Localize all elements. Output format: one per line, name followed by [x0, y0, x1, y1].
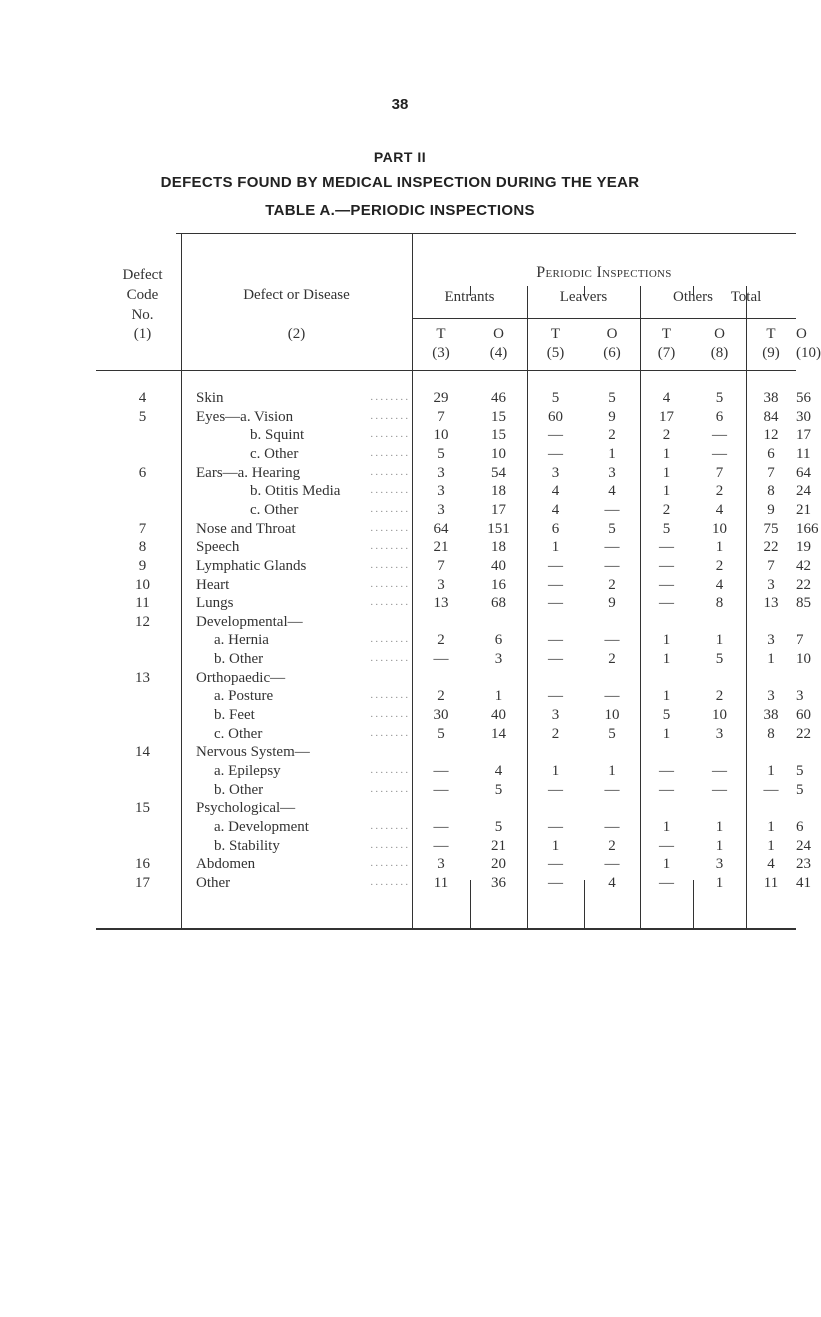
- value-col-9: 38: [763, 707, 779, 724]
- leader-dots: . . . . . . . .: [370, 820, 408, 832]
- defect-label: b. Squint: [250, 427, 305, 444]
- value-col-7: 5: [662, 520, 671, 537]
- value-col-6: 10: [604, 707, 620, 724]
- table-top-rule: [176, 233, 796, 234]
- value-col-3: —: [433, 763, 449, 779]
- leader-dots: . . . . . . . .: [370, 858, 408, 870]
- value-col-9: 11: [763, 874, 779, 891]
- value-col-6: 9: [608, 408, 616, 425]
- value-col-5: 4: [551, 483, 560, 500]
- value-col-4: 46: [491, 390, 506, 406]
- header-group-entrants: Entrants: [444, 289, 495, 305]
- value-col-5: 5: [551, 390, 560, 406]
- defect-code: 9: [138, 557, 147, 574]
- value-col-4: 20: [491, 856, 506, 873]
- value-col-7: —: [659, 763, 674, 779]
- page-number: 38: [391, 96, 409, 113]
- value-col-6: 2: [608, 837, 616, 854]
- value-col-5: —: [548, 781, 563, 798]
- value-col-3: —: [433, 651, 449, 668]
- value-col-3: 2: [437, 632, 445, 649]
- value-col-10: 5: [796, 763, 804, 779]
- value-col-10: 22: [796, 576, 811, 593]
- value-col-10: 7: [796, 632, 804, 649]
- value-col-9: 13: [763, 595, 779, 612]
- leader-dots: . . . . . . . .: [370, 634, 408, 646]
- value-col-6: —: [604, 856, 620, 873]
- value-col-4: 68: [491, 595, 506, 612]
- part-heading: PART II: [373, 149, 427, 165]
- value-col-8: 5: [715, 390, 724, 406]
- leader-dots: . . . . . . . .: [370, 559, 408, 571]
- value-col-5: 4: [551, 501, 560, 518]
- value-col-8: —: [712, 445, 727, 462]
- value-col-8: 3: [715, 725, 724, 742]
- leader-dots: . . . . . . . .: [370, 727, 408, 739]
- header-col2: (2): [287, 326, 306, 342]
- header-num-10: (10): [796, 345, 821, 361]
- document-title: DEFECTS FOUND BY MEDICAL INSPECTION DURING THE YEAR: [160, 174, 640, 191]
- value-col-6: —: [604, 632, 620, 649]
- leader-dots: . . . . . . . .: [370, 541, 408, 553]
- header-num-6: (6): [603, 345, 621, 361]
- defect-label: a. Epilepsy: [214, 763, 281, 779]
- value-col-8: 2: [715, 557, 724, 574]
- defect-label: Ears—a. Hearing: [196, 464, 301, 481]
- leader-dots: . . . . . . . .: [370, 392, 408, 403]
- value-col-10: 41: [796, 874, 811, 891]
- value-col-8: 10: [712, 520, 727, 537]
- value-col-9: 3: [767, 632, 775, 649]
- value-col-6: —: [604, 818, 620, 835]
- header-group-others: Others: [673, 289, 713, 305]
- header-num-7: (7): [657, 345, 676, 361]
- value-col-7: 1: [662, 725, 671, 742]
- value-col-8: 1: [715, 818, 724, 835]
- defect-code: 5: [138, 408, 147, 425]
- defect-label: Abdomen: [196, 856, 256, 873]
- value-col-4: 1: [494, 688, 503, 705]
- value-col-6: 9: [608, 595, 616, 612]
- header-sub-9: T: [766, 326, 776, 342]
- leader-dots: . . . . . . . .: [370, 765, 408, 776]
- value-col-6: —: [604, 688, 620, 705]
- defect-label: a. Hernia: [214, 632, 269, 649]
- value-col-9: —: [763, 781, 779, 798]
- value-col-3: 3: [437, 576, 445, 593]
- value-col-4: 40: [491, 557, 506, 574]
- table-bottom-rule: [96, 928, 796, 930]
- value-col-5: —: [548, 856, 563, 873]
- value-col-10: 22: [796, 725, 811, 742]
- value-col-4: 10: [491, 445, 506, 462]
- defect-label: Orthopaedic—: [196, 669, 286, 686]
- leader-dots: . . . . . . . .: [370, 653, 408, 665]
- defect-label: Other: [196, 874, 231, 891]
- group-header-rule: [412, 318, 796, 319]
- value-col-9: 9: [767, 501, 775, 518]
- value-col-5: —: [548, 874, 563, 891]
- value-col-9: 1: [767, 763, 775, 779]
- value-col-8: 7: [715, 464, 724, 481]
- value-col-10: 21: [796, 501, 811, 518]
- value-col-8: —: [712, 781, 727, 798]
- value-col-4: 14: [491, 725, 506, 742]
- defect-label: Skin: [196, 390, 224, 406]
- value-col-6: 1: [608, 763, 616, 779]
- value-col-10: 5: [796, 781, 804, 798]
- value-col-3: —: [433, 781, 449, 798]
- leader-dots: . . . . . . . .: [370, 839, 408, 851]
- value-col-8: 1: [715, 837, 724, 854]
- value-col-9: 1: [767, 818, 775, 835]
- value-col-3: 7: [437, 408, 445, 425]
- defect-label: Psychological—: [196, 800, 296, 817]
- value-col-9: 12: [763, 427, 779, 444]
- header-sub-10: O: [796, 326, 807, 342]
- value-col-8: 3: [715, 856, 724, 873]
- header-sub-5: T: [550, 326, 561, 342]
- value-col-8: 1: [715, 632, 724, 649]
- value-col-9: 22: [763, 539, 779, 556]
- value-col-7: —: [659, 576, 674, 593]
- leader-dots: . . . . . . . .: [370, 709, 408, 721]
- table-title: TABLE A.—PERIODIC INSPECTIONS: [265, 202, 535, 219]
- value-col-5: —: [548, 557, 563, 574]
- value-col-4: 15: [491, 408, 506, 425]
- value-col-8: 5: [715, 651, 724, 668]
- value-col-10: 19: [796, 539, 811, 556]
- value-col-4: 40: [491, 707, 506, 724]
- value-col-8: 2: [715, 483, 724, 500]
- value-col-9: 84: [763, 408, 779, 425]
- value-col-6: 2: [608, 651, 616, 668]
- value-col-3: 5: [437, 445, 445, 462]
- defect-code: 12: [135, 613, 150, 630]
- value-col-5: 6: [551, 520, 560, 537]
- value-col-8: 2: [715, 688, 724, 705]
- value-col-7: 1: [662, 483, 671, 500]
- value-col-5: 2: [551, 725, 560, 742]
- leader-dots: . . . . . . . .: [370, 466, 408, 478]
- value-col-7: 4: [662, 390, 671, 406]
- value-col-6: 2: [608, 427, 616, 444]
- leader-dots: . . . . . . . .: [370, 410, 408, 422]
- value-col-10: 42: [796, 557, 811, 574]
- value-col-4: 54: [491, 464, 506, 481]
- header-rule: [96, 370, 796, 371]
- value-col-8: 6: [715, 408, 724, 425]
- value-col-6: —: [604, 781, 620, 798]
- value-col-8: 1: [715, 539, 724, 556]
- value-col-3: 29: [433, 390, 449, 406]
- value-col-7: —: [659, 837, 674, 854]
- value-col-8: 4: [715, 576, 724, 593]
- defect-label: a. Development: [214, 818, 309, 835]
- value-col-10: 56: [796, 390, 811, 406]
- value-col-10: 60: [796, 707, 811, 724]
- header-num-4: (4): [489, 345, 508, 361]
- value-col-9: 6: [767, 445, 775, 462]
- value-col-7: —: [659, 539, 674, 556]
- value-col-7: 2: [662, 427, 671, 444]
- value-col-8: 1: [715, 874, 724, 891]
- value-col-3: 21: [433, 539, 449, 556]
- defect-code: 4: [138, 390, 147, 406]
- leader-dots: . . . . . . . .: [370, 876, 408, 888]
- value-col-4: 4: [494, 763, 503, 779]
- leader-dots: . . . . . . . .: [370, 485, 408, 497]
- leader-dots: . . . . . . . .: [370, 783, 408, 795]
- header-sub-3: T: [436, 326, 446, 342]
- header-sub-4: O: [493, 326, 504, 342]
- value-col-3: 3: [437, 483, 445, 500]
- header-code: Code: [126, 287, 159, 303]
- value-col-8: 10: [712, 707, 727, 724]
- value-col-8: 4: [715, 501, 724, 518]
- defect-label: b. Feet: [214, 707, 255, 724]
- defect-label: c. Other: [250, 445, 299, 462]
- value-col-5: —: [548, 595, 563, 612]
- header-group-leavers: Leavers: [559, 289, 608, 305]
- header-defect-disease: Defect or Disease: [243, 287, 350, 303]
- header-group-total: Total: [730, 289, 762, 305]
- value-col-10: 64: [796, 464, 811, 481]
- value-col-7: 1: [662, 856, 671, 873]
- value-col-4: 15: [491, 427, 506, 444]
- leader-dots: . . . . . . . .: [370, 503, 408, 515]
- value-col-9: 3: [767, 576, 775, 593]
- value-col-9: 7: [767, 464, 775, 481]
- value-col-3: 13: [433, 595, 449, 612]
- value-col-7: —: [659, 595, 674, 612]
- value-col-3: 3: [437, 464, 445, 481]
- value-col-6: 5: [608, 725, 616, 742]
- value-col-7: —: [659, 874, 674, 891]
- value-col-5: 1: [551, 539, 560, 556]
- defect-label: b. Other: [214, 651, 264, 668]
- value-col-9: 38: [763, 390, 779, 406]
- header-num-9: (9): [762, 345, 780, 361]
- defect-code: 15: [135, 800, 150, 817]
- value-col-8: —: [712, 763, 727, 779]
- defect-label: Lungs: [196, 595, 234, 612]
- value-col-4: 18: [491, 539, 506, 556]
- value-col-7: —: [659, 781, 674, 798]
- leader-dots: . . . . . . . .: [370, 690, 408, 702]
- value-col-3: 64: [433, 520, 449, 537]
- defect-label: c. Other: [214, 725, 263, 742]
- header-periodic: Periodic Inspections: [536, 264, 672, 281]
- value-col-4: 16: [491, 576, 506, 593]
- value-col-9: 7: [767, 557, 775, 574]
- defect-code: 11: [135, 595, 150, 612]
- defect-code: 6: [138, 464, 147, 481]
- value-col-7: 1: [662, 464, 671, 481]
- header-sub-8: O: [714, 326, 725, 342]
- value-col-6: 4: [608, 483, 616, 500]
- value-col-6: —: [604, 557, 620, 574]
- leader-dots: . . . . . . . .: [370, 578, 408, 590]
- defect-label: Developmental—: [196, 613, 303, 630]
- value-col-9: 4: [767, 856, 775, 873]
- header-num-5: (5): [546, 345, 565, 361]
- leader-dots: . . . . . . . .: [370, 447, 408, 459]
- value-col-4: 18: [491, 483, 506, 500]
- defect-label: b. Other: [214, 781, 264, 798]
- value-col-10: 23: [796, 856, 811, 873]
- defect-label: Speech: [196, 539, 240, 556]
- value-col-3: —: [433, 837, 449, 854]
- value-col-6: 5: [608, 390, 616, 406]
- value-col-5: 1: [551, 763, 560, 779]
- value-col-5: —: [548, 427, 563, 444]
- value-col-3: —: [433, 818, 449, 835]
- value-col-3: 3: [437, 856, 445, 873]
- defect-label: Nose and Throat: [196, 520, 296, 537]
- defect-label: Eyes—a. Vision: [196, 408, 294, 425]
- value-col-9: 1: [767, 837, 775, 854]
- header-col1: (1): [133, 326, 152, 342]
- value-col-3: 30: [433, 707, 449, 724]
- value-col-3: 2: [437, 688, 445, 705]
- header-sub-7: T: [661, 326, 672, 342]
- leader-dots: . . . . . . . .: [370, 522, 408, 534]
- value-col-5: 1: [551, 837, 560, 854]
- value-col-4: 3: [494, 651, 503, 668]
- value-col-6: 2: [608, 576, 616, 593]
- value-col-4: 151: [487, 520, 510, 537]
- value-col-5: —: [548, 576, 563, 593]
- value-col-6: 1: [608, 445, 616, 462]
- value-col-5: —: [548, 688, 563, 705]
- value-col-8: 8: [715, 595, 724, 612]
- value-col-10: 11: [796, 445, 811, 462]
- value-col-3: 11: [433, 874, 449, 891]
- value-col-10: 6: [796, 818, 804, 835]
- defect-label: Lymphatic Glands: [196, 557, 307, 574]
- value-col-9: 1: [767, 651, 775, 668]
- header-sub-6: O: [606, 326, 618, 342]
- value-col-6: 4: [608, 874, 616, 891]
- value-col-5: —: [548, 445, 563, 462]
- value-col-9: 3: [767, 688, 775, 705]
- leader-dots: . . . . . . . .: [370, 597, 408, 609]
- value-col-6: —: [604, 501, 620, 518]
- value-col-7: —: [659, 557, 674, 574]
- defect-code: 10: [135, 576, 150, 593]
- value-col-4: 21: [491, 837, 506, 854]
- defect-label: Nervous System—: [196, 744, 310, 761]
- value-col-9: 8: [767, 483, 775, 500]
- value-col-10: 85: [796, 595, 811, 612]
- value-col-10: 3: [796, 688, 804, 705]
- value-col-7: 2: [662, 501, 671, 518]
- value-col-10: 17: [796, 427, 811, 444]
- defect-code: 14: [135, 744, 150, 761]
- value-col-10: 30: [796, 408, 811, 425]
- value-col-10: 166: [796, 520, 819, 537]
- value-col-6: 5: [608, 520, 616, 537]
- value-col-5: —: [548, 632, 563, 649]
- value-col-4: 17: [491, 501, 506, 518]
- value-col-5: 60: [548, 408, 563, 425]
- value-col-9: 75: [763, 520, 779, 537]
- value-col-7: 1: [662, 651, 671, 668]
- value-col-5: 3: [551, 464, 560, 481]
- value-col-4: 5: [494, 818, 503, 835]
- defect-code: 16: [135, 856, 150, 873]
- defect-label: a. Posture: [214, 688, 274, 705]
- value-col-9: 8: [767, 725, 775, 742]
- header-num-3: (3): [432, 345, 450, 361]
- defect-label: b. Otitis Media: [250, 483, 341, 500]
- value-col-4: 5: [494, 781, 503, 798]
- defect-code: 13: [135, 669, 150, 686]
- defect-code: 8: [138, 539, 147, 556]
- value-col-5: —: [548, 818, 563, 835]
- value-col-7: 17: [659, 408, 674, 425]
- leader-dots: . . . . . . . .: [370, 429, 408, 441]
- value-col-6: —: [604, 539, 620, 556]
- value-col-3: 10: [433, 427, 449, 444]
- value-col-5: 3: [551, 707, 560, 724]
- value-col-10: 24: [796, 483, 811, 500]
- value-col-4: 6: [494, 632, 503, 649]
- defect-label: c. Other: [250, 501, 299, 518]
- value-col-10: 10: [796, 651, 811, 668]
- value-col-5: —: [548, 651, 563, 668]
- defect-label: Heart: [196, 576, 230, 593]
- defect-code: 7: [138, 520, 147, 537]
- value-col-3: 7: [437, 557, 445, 574]
- value-col-7: 1: [662, 688, 671, 705]
- value-col-10: 24: [796, 837, 811, 854]
- header-defect: Defect: [122, 267, 163, 283]
- defect-label: b. Stability: [214, 837, 280, 854]
- value-col-7: 5: [662, 707, 671, 724]
- value-col-4: 36: [491, 874, 506, 891]
- header-num-8: (8): [710, 345, 729, 361]
- value-col-3: 3: [437, 501, 445, 518]
- value-col-6: 3: [608, 464, 616, 481]
- value-col-3: 5: [437, 725, 445, 742]
- value-col-7: 1: [662, 818, 671, 835]
- value-col-7: 1: [662, 445, 671, 462]
- defect-code: 17: [135, 874, 150, 891]
- header-no: No.: [131, 307, 154, 323]
- value-col-8: —: [712, 427, 727, 444]
- value-col-7: 1: [662, 632, 671, 649]
